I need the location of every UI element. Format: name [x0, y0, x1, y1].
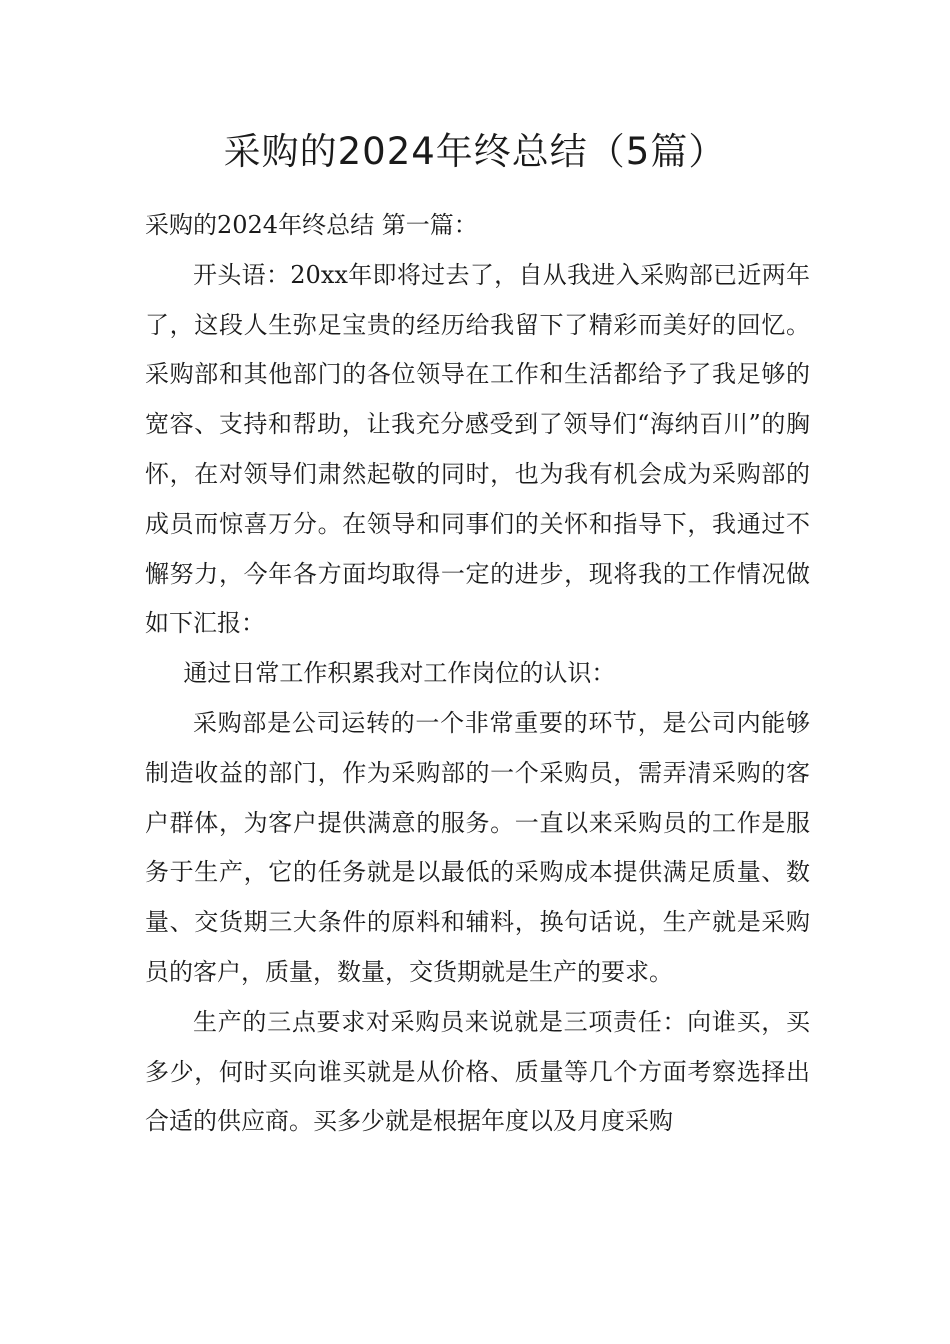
section-heading: 采购的2024年终总结 第一篇：	[145, 211, 478, 239]
document-title: 采购的2024年终总结（5篇）	[223, 130, 727, 173]
paragraph-responsibilities: 生产的三点要求对采购员来说就是三项责任：向谁买，买多少，何时买向谁买就是从价格、质量等几个方面考察选择出合适的供应商。买多少就是根据年度以及月度采购	[145, 1007, 810, 1136]
paragraph-intro: 开头语：20xx年即将过去了，自从我进入采购部已近两年了，这段人生弥足宝贵的经历给我留下了精彩而美好的回忆。采购部和其他部门的各位领导在工作和生活都给予了我足够的宽容、支持和帮助，让我充分感受到了领导们“海纳百川”的胸怀，在对领导们肃然起敬的同时，也为我有机会成为采购部的成员而惊喜万分。在领导和同事们的关怀和指导下，我通过不懈努力，今年各方面均取得一定的进步，现将我的工作情况做如下汇报：	[145, 260, 810, 638]
document-body	[145, 201, 810, 1147]
paragraph-subheading: 通过日常工作积累我对工作岗位的认识：	[183, 659, 616, 688]
paragraph-role-description: 采购部是公司运转的一个非常重要的环节，是公司内能够制造收益的部门，作为采购部的一个采购员，需弄清采购的客户群体，为客户提供满意的服务。一直以来采购员的工作是服务于生产，它的任务就是以最低的采购成本提供满足质量、数量、交货期三大条件的原料和辅料，换句话说，生产就是采购员的客户，质量，数量，交货期就是生产的要求。	[145, 708, 810, 986]
